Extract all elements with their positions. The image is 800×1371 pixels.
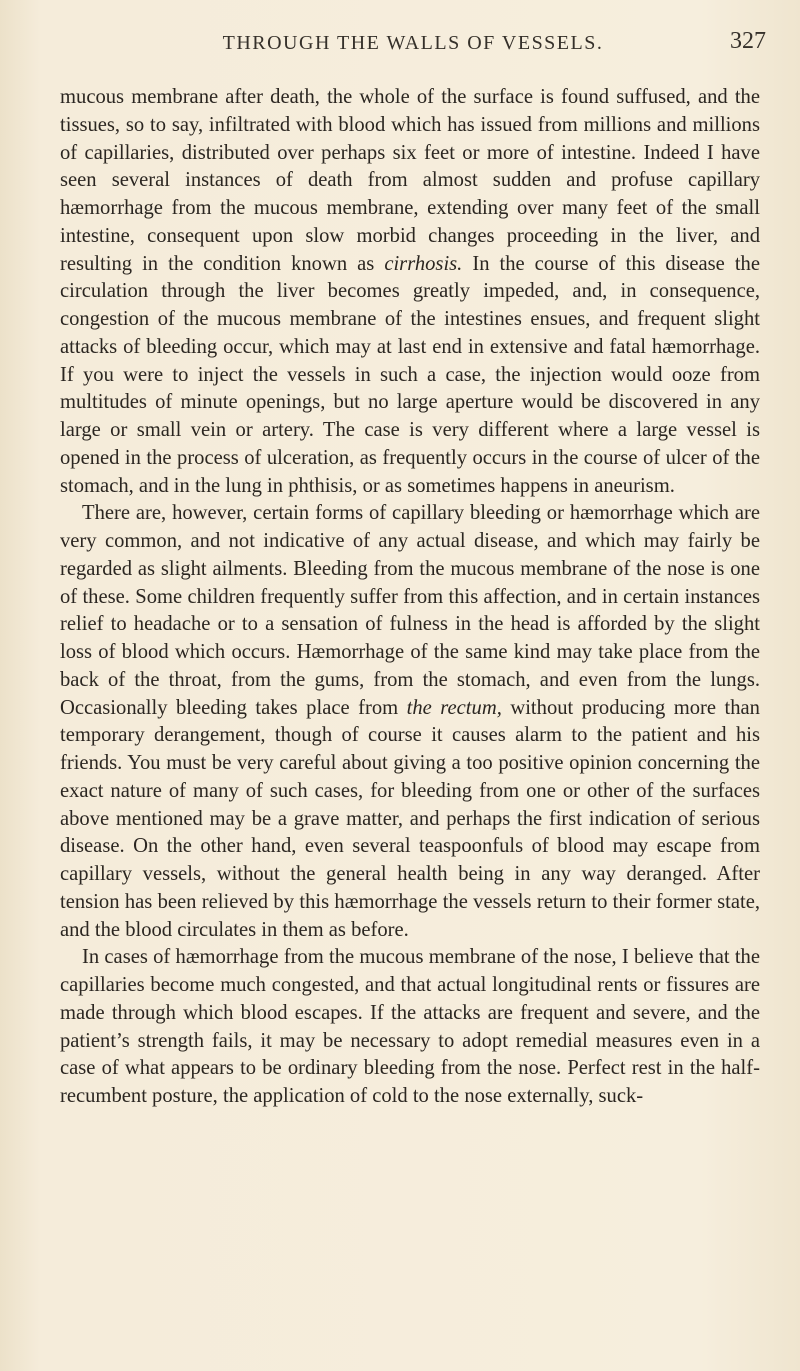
running-title: THROUGH THE WALLS OF VESSELS. <box>222 32 604 54</box>
page-number: 327 <box>730 28 766 54</box>
paragraph-1-text-a: mucous membrane after death, the whole of the surface is found suffused, and the tissues, so to say, infiltrated with blood which has issued from millions and millions of capillaries, distributed over perhaps six feet or more of intestine. Indeed I have seen several instances of death from almost sudden and profuse capillary hæmorrhage from the mucous membrane, extending over many feet of the small intestine, consequent upon slow morbid changes proceeding in the liver, and resulting in the condition known as <box>60 86 760 275</box>
paragraph-2-text-a: There are, however, certain forms of capillary bleeding or hæmorrhage which are very common, and not indicative of any actual disease, and which may fairly be regarded as slight ailments. Bleeding from the mucous membrane of the nose is one of these. Some children frequently suffer from this affection, and in certain instances relief to headache or to a sensation of fulness in the head is afforded by the slight loss of blood which occurs. Hæmorrhage of the same kind may take place from the back of the throat, from the gums, from the stomach, and even from the lungs. Occasionally bleeding takes place from <box>60 502 760 719</box>
paragraph-1-text-b: In the course of this disease the circulation through the liver becomes greatly impeded, and, in consequence, congestion of the mucous membrane of the intestines ensues, and frequent slight attacks of bleeding occur, which may at last end in extensive and fatal hæmorrhage. If you were to inject the vessels in such a case, the injection would ooze from multitudes of minute openings, but no large aperture would be discovered in any large or small vein or artery. The case is very different where a large vessel is opened in the process of ulceration, as frequently occurs in the course of ulcer of the stomach, and in the lung in phthisis, or as sometimes happens in aneurism. <box>60 252 760 497</box>
paragraph-1-italic-term: cirrhosis. <box>384 252 463 275</box>
paragraph-1 <box>60 84 760 500</box>
paragraph-3 <box>60 944 760 1111</box>
paragraph-3-text: In cases of hæmorrhage from the mucous membrane of the nose, I believe that the capillaries become much congested, and that actual longitudinal rents or fissures are made through which blood escapes. If the attacks are frequent and severe, and the patient’s strength fails, it may be necessary to adopt remedial measures even in a case of what appears to be ordinary bleeding from the nose. Perfect rest in the half-recumbent posture, the application of cold to the nose externally, suck- <box>60 946 760 1107</box>
paragraph-2 <box>60 500 760 944</box>
paragraph-2-text-b: without producing more than temporary derangement, though of course it causes alarm to the patient and his friends. You must be very careful about giving a too positive opinion concerning the exact nature of many of such cases, for bleeding from one or other of the surfaces above mentioned may be a grave matter, and perhaps the first indication of serious disease. On the other hand, even several teaspoonfuls of blood may escape from capillary vessels, without the general health being in any way deranged. After tension has been relieved by this hæmorrhage the vessels return to their former state, and the blood circulates in them as before. <box>60 696 760 941</box>
page-header <box>60 26 766 66</box>
body-text <box>60 84 760 1111</box>
paragraph-2-italic-term: the rectum, <box>406 696 502 719</box>
